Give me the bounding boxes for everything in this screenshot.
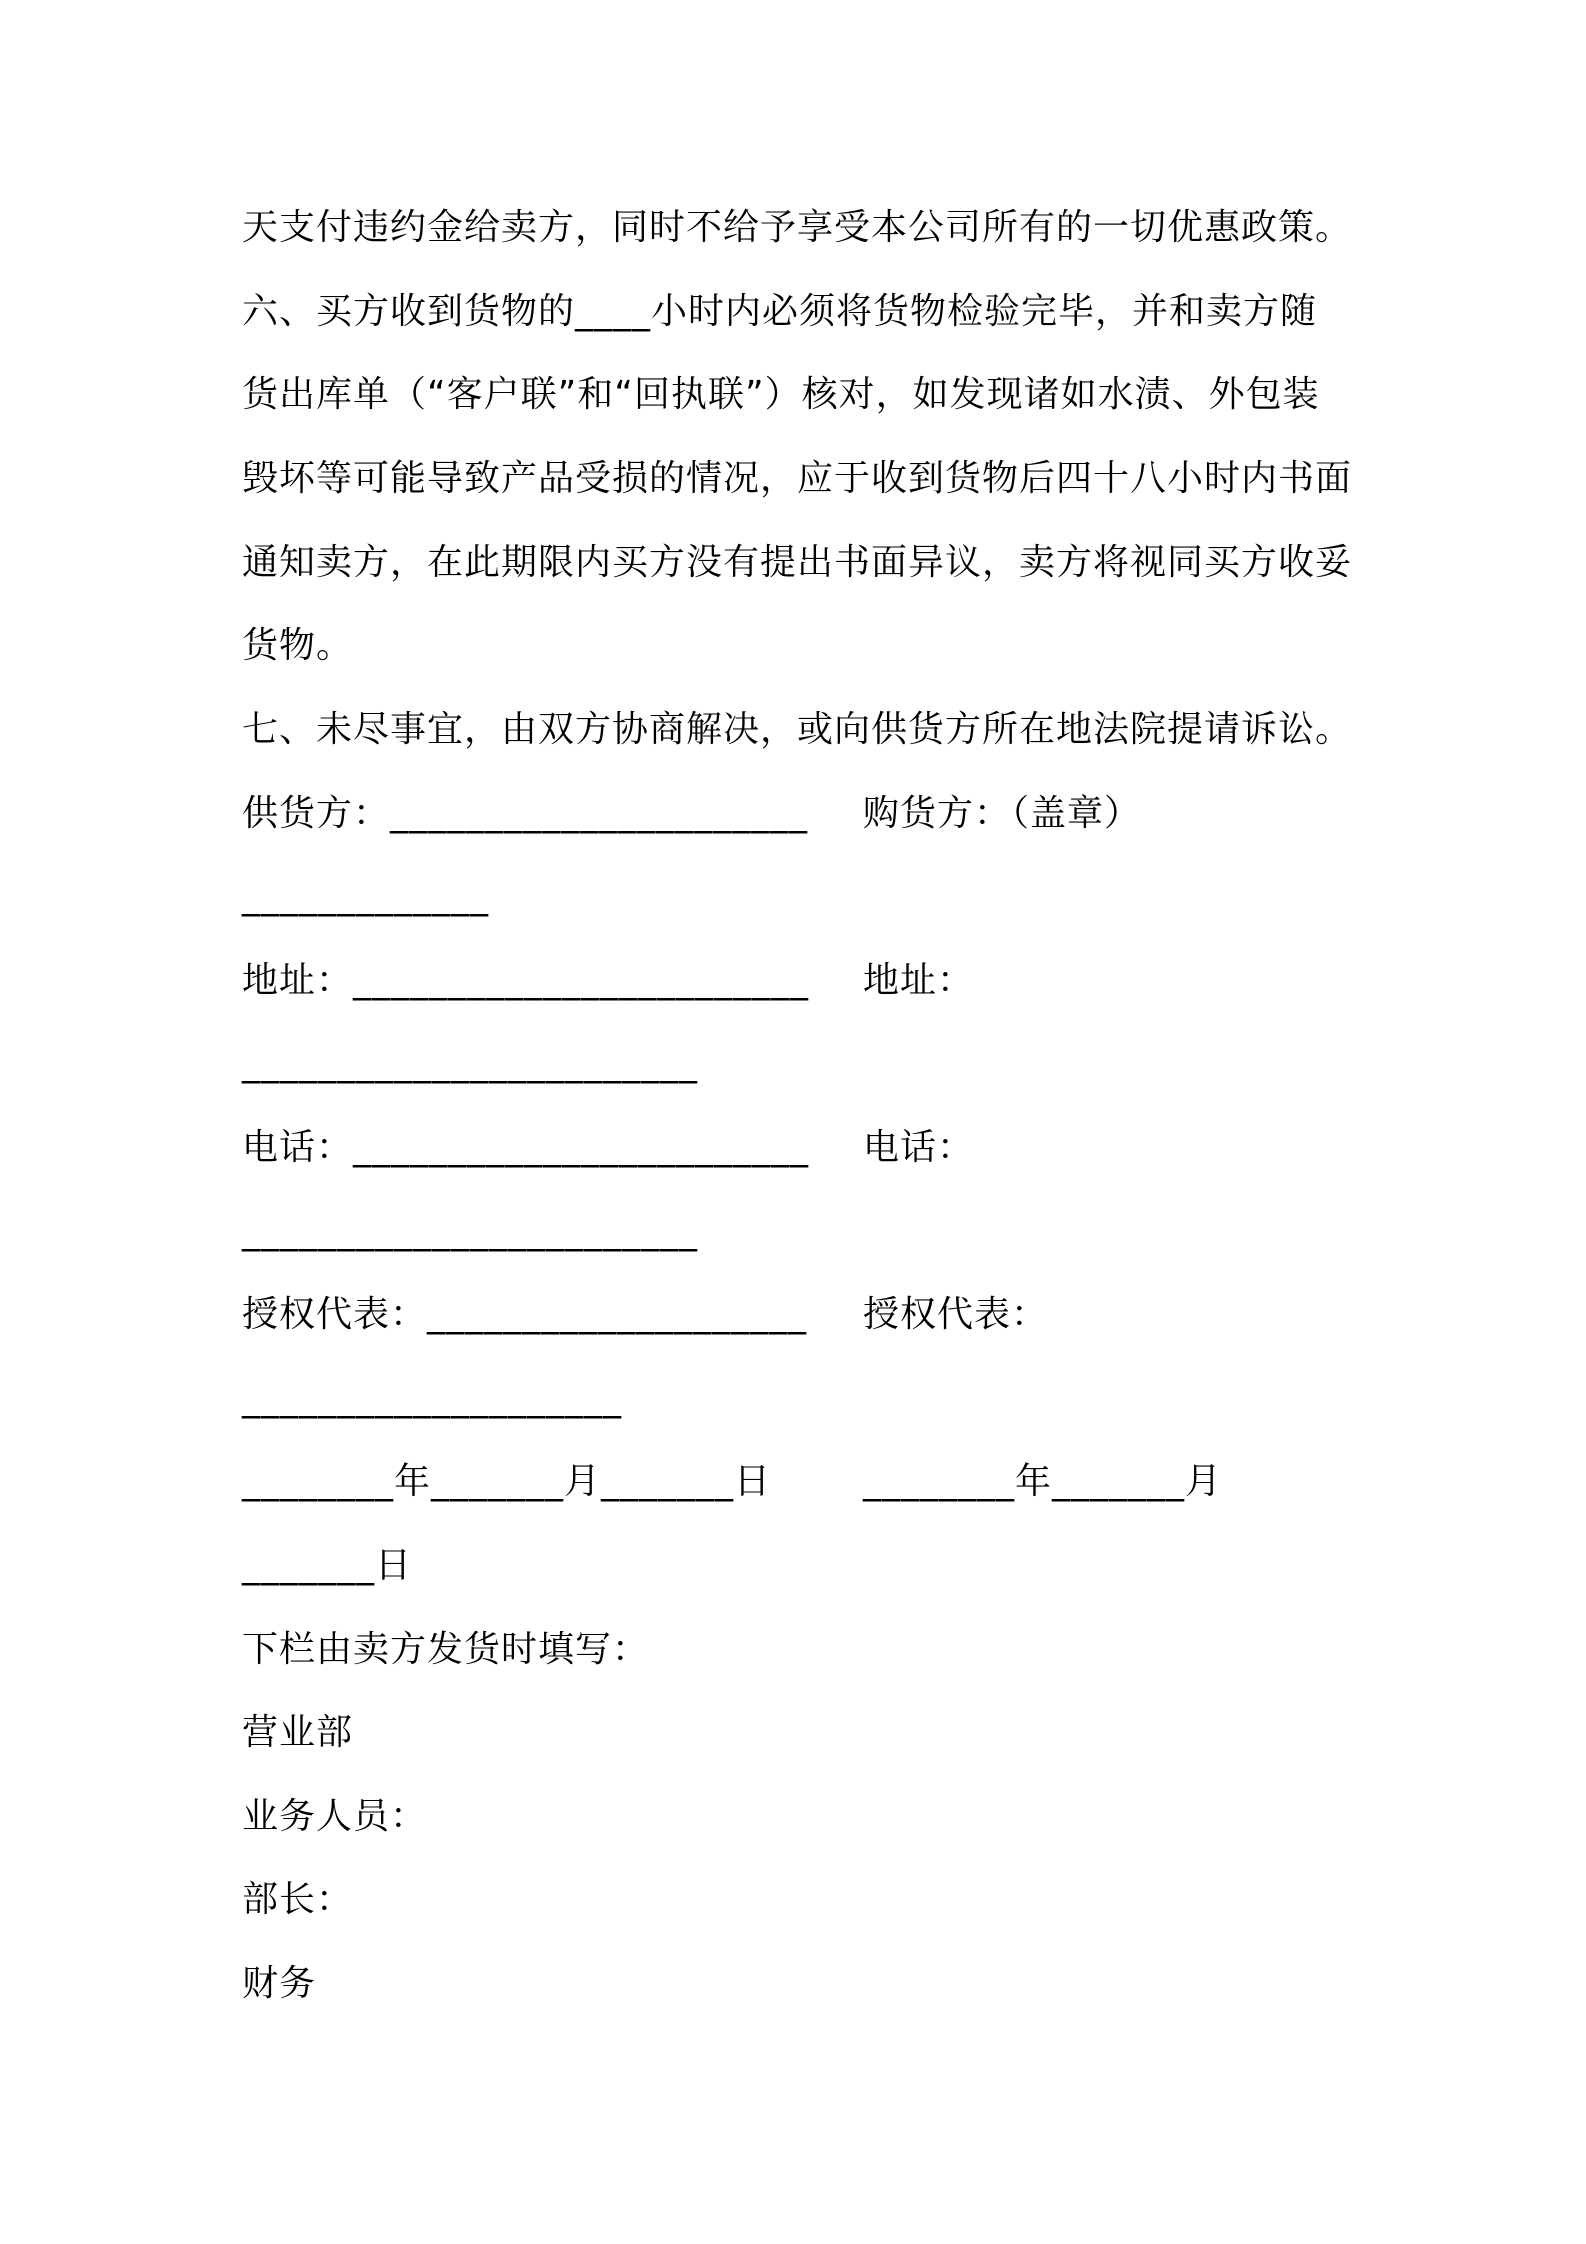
address-left: 地址：________________________: [242, 960, 810, 1001]
finance-label: 财务: [242, 1963, 317, 2004]
clause-6-line-1: 六、买方收到货物的____小时内必须将货物检验完毕，并和卖方随: [242, 291, 1318, 332]
manager-label: 部长：: [242, 1879, 354, 1920]
phone-left: 电话：________________________: [242, 1127, 810, 1168]
clause-5-end: 天支付违约金给卖方，同时不给予享受本公司所有的一切优惠政策。: [242, 207, 1353, 248]
address-blank: ________________________: [242, 1043, 698, 1084]
buyer-label: 购货方：（盖章）: [863, 793, 1142, 834]
rep-left: 授权代表：____________________: [242, 1294, 808, 1335]
sales-staff-label: 业务人员：: [242, 1796, 428, 1837]
clause-7: 七、未尽事宜，由双方协商解决，或向供货方所在地法院提请诉讼。: [242, 709, 1353, 750]
seller-fill-note: 下栏由卖方发货时填写：: [242, 1629, 650, 1670]
clause-6-line-4: 通知卖方，在此期限内买方没有提出书面异议，卖方将视同买方收妥: [242, 542, 1353, 583]
clause-6-line-3: 毁坏等可能导致产品受损的情况，应于收到货物后四十八小时内书面: [242, 458, 1353, 499]
rep-blank: ____________________: [242, 1378, 622, 1419]
clause-6-line-5: 货物。: [242, 625, 354, 666]
date-right-day: _______日: [242, 1545, 413, 1586]
sales-dept-label: 营业部: [242, 1712, 354, 1753]
supplier-label: 供货方：______________________: [242, 793, 809, 834]
date-right: ________年_______月: [863, 1461, 1222, 1502]
date-left: ________年_______月_______日: [242, 1461, 771, 1502]
phone-blank: ________________________: [242, 1211, 698, 1252]
address-right: 地址：: [863, 960, 975, 1001]
clause-6-line-2: 货出库单（“客户联”和“回执联”）核对，如发现诸如水渍、外包装: [242, 374, 1320, 415]
rep-right: 授权代表：: [863, 1294, 1049, 1335]
buyer-blank: _____________: [242, 876, 489, 917]
phone-right: 电话：: [863, 1127, 975, 1168]
